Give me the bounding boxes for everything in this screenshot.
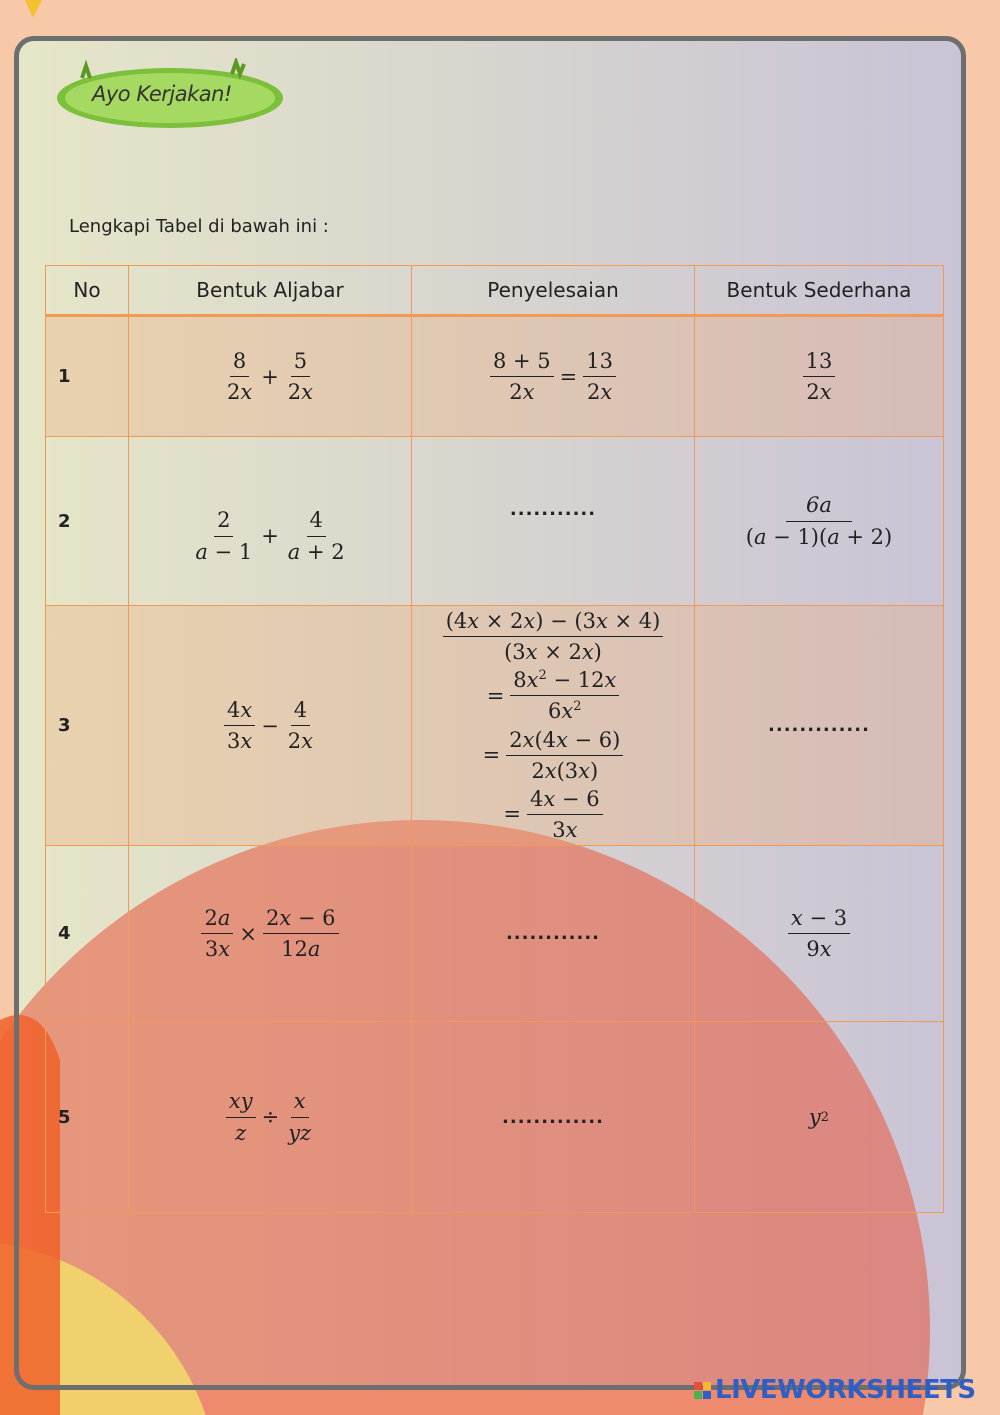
solution-blank[interactable] bbox=[412, 437, 695, 606]
simplified-cell: $\frac{13}{2x}$ bbox=[695, 316, 944, 437]
table-row bbox=[46, 437, 944, 606]
exercise-table bbox=[45, 265, 944, 1213]
row-number: 3 bbox=[46, 606, 129, 846]
row-number: 2 bbox=[46, 437, 129, 606]
algebra-expression: $\frac{2a}{3x}$ × $\frac{2x - 6}{12a}$ bbox=[129, 846, 412, 1022]
header-algebra: Bentuk Aljabar bbox=[129, 266, 412, 316]
blank-dots: ............. bbox=[768, 715, 870, 736]
row-number: 5 bbox=[46, 1022, 129, 1213]
solution-blank[interactable] bbox=[412, 1022, 695, 1213]
header-no: No bbox=[46, 266, 129, 316]
simplified-cell: $\frac{x - 3}{9x}$ bbox=[695, 846, 944, 1022]
row-number: 4 bbox=[46, 846, 129, 1022]
simplified-cell: y 2 bbox=[695, 1022, 944, 1213]
algebra-expression: $\frac{4x}{3x}$ − $\frac{4}{2x}$ bbox=[129, 606, 412, 846]
logo-icon bbox=[694, 1382, 711, 1399]
row-number: 1 bbox=[46, 316, 129, 437]
algebra-expression: $\frac{2}{a - 1}$ + $\frac{4}{a + 2}$ bbox=[129, 437, 412, 606]
solution-cell: $\frac{8 + 5}{2x}$ = $\frac{13}{2x}$ bbox=[412, 316, 695, 437]
blank-dots: ........... bbox=[509, 499, 597, 520]
badge-label: Ayo Kerjakan! bbox=[92, 82, 232, 106]
algebra-expression: $\frac{xy}{z}$ ÷ $\frac{x}{yz}$ bbox=[129, 1022, 412, 1213]
instruction-text: Lengkapi Tabel di bawah ini : bbox=[69, 216, 329, 237]
simplified-blank[interactable] bbox=[695, 606, 944, 846]
header-simplified: Bentuk Sederhana bbox=[695, 266, 944, 316]
simplified-cell: $\frac{6a}{(a - 1)(a + 2)}$ bbox=[695, 437, 944, 606]
blank-dots: ............. bbox=[502, 1106, 604, 1128]
table-row bbox=[46, 846, 944, 1022]
header-solution: Penyelesaian bbox=[412, 266, 695, 316]
logo-text: LIVEWORKSHEETS bbox=[715, 1375, 976, 1405]
solution-cell: $\frac{(4x \times 2x) - (3x \times 4)}{(3x \times 2x)}$ = $\frac{8x^2 - 12x}{6x^2}$ = $\frac{2x(4x - 6)}{2x(3x)}$ = $\frac{4x - 6}{3x}$ bbox=[412, 606, 695, 846]
table-row bbox=[46, 1022, 944, 1213]
table-header-row bbox=[46, 266, 944, 316]
solution-blank[interactable] bbox=[412, 846, 695, 1022]
liveworksheets-logo bbox=[694, 1375, 976, 1405]
table-row bbox=[46, 316, 944, 437]
blank-dots: ............ bbox=[505, 923, 601, 944]
table-row bbox=[46, 606, 944, 846]
algebra-expression: $\frac{8}{2x}$ + $\frac{5}{2x}$ bbox=[129, 316, 412, 437]
